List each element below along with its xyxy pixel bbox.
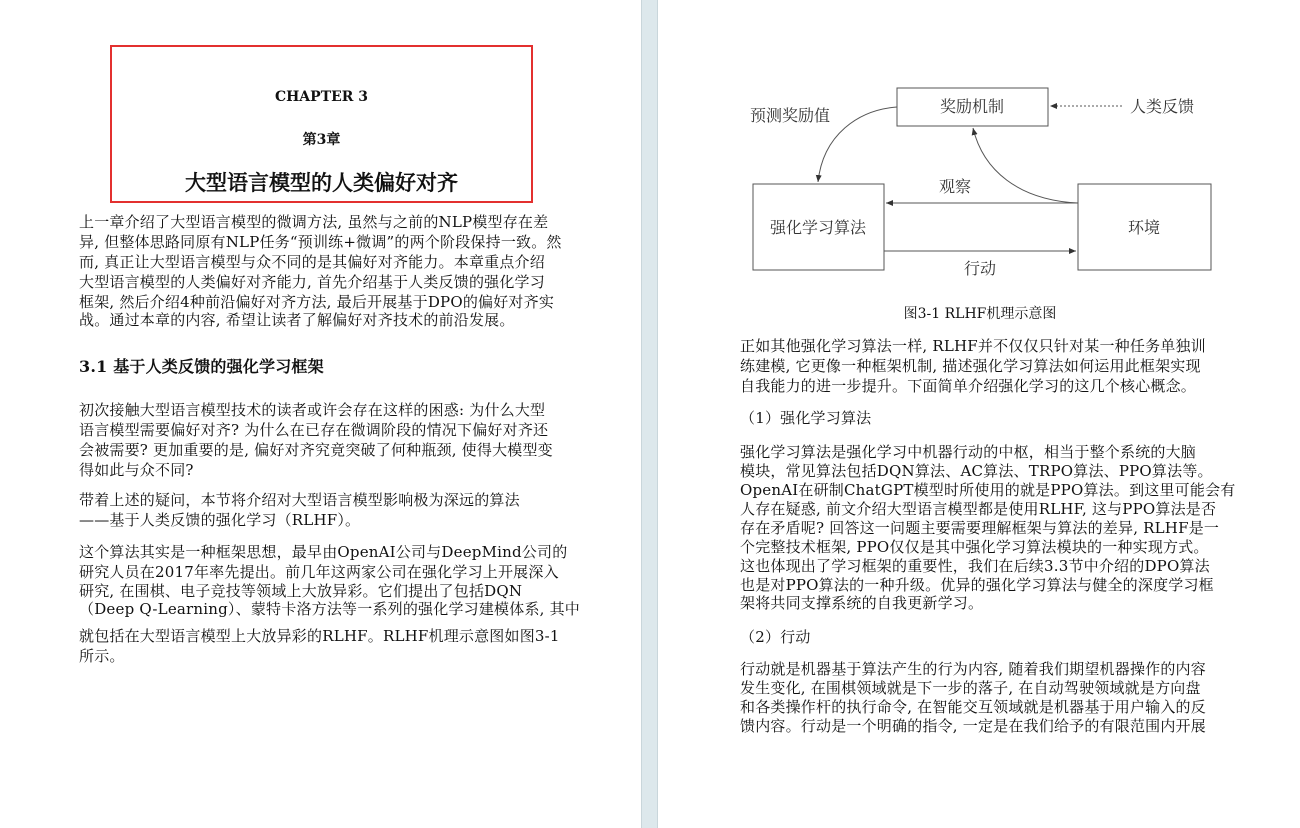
paragraph-line: 就包括在大型语言模型上大放异彩的RLHF。RLHF机理示意图如图3-1 <box>79 627 560 645</box>
reward-box-label: 奖励机制 <box>939 97 1005 116</box>
paragraph-line: 这也体现出了学习框架的重要性，我们在后续3.3节中介绍的DPO算法 <box>740 557 1210 575</box>
right-page <box>658 0 1300 828</box>
action-label: 行动 <box>964 259 997 278</box>
rlhf-diagram <box>658 0 1300 330</box>
env-box-label: 环境 <box>1127 218 1161 237</box>
paragraph-line: 正如其他强化学习算法一样, RLHF并不仅仅只针对某一种任务单独训 <box>740 337 1206 355</box>
human-feedback-label: 人类反馈 <box>1130 97 1195 116</box>
figure-caption: 图3-1 RLHF机理示意图 <box>903 306 1057 322</box>
subheading: （1）强化学习算法 <box>740 409 872 427</box>
chapter-header-highlight <box>110 45 533 203</box>
paragraph-line: 也是对PPO算法的一种升级。优异的强化学习算法与健全的深度学习框 <box>740 576 1214 594</box>
intro-line: 框架, 然后介绍4种前沿偏好对齐方法, 最后开展基于DPO的偏好对齐实 <box>79 293 555 311</box>
paragraph-line: 初次接触大型语言模型技术的读者或许会存在这样的困惑: 为什么大型 <box>79 401 546 419</box>
paragraph-line: 模块，常见算法包括DQN算法、AC算法、TRPO算法、PPO算法等。 <box>740 462 1213 480</box>
observe-label: 观察 <box>939 177 972 196</box>
paragraph-line: 这个算法其实是一种框架思想，最早由OpenAI公司与DeepMind公司的 <box>79 543 568 561</box>
paragraph-line: ——基于人类反馈的强化学习（RLHF）。 <box>79 511 361 529</box>
paragraph-line: 带着上述的疑问，本节将介绍对大型语言模型影响极为深远的算法 <box>79 491 520 509</box>
chapter-number: 第3章 <box>302 132 341 148</box>
section-heading: 3.1 基于人类反馈的强化学习框架 <box>79 357 324 376</box>
paragraph-line: 人存在疑惑, 前文介绍大型语言模型都是使用RLHF, 这与PPO算法是否 <box>740 500 1217 518</box>
env-to-reward-arrow <box>973 128 1078 203</box>
subheading: （2）行动 <box>740 628 811 646</box>
paragraph-line: 自我能力的进一步提升。下面简单介绍强化学习的这几个核心概念。 <box>740 377 1197 395</box>
paragraph-line: 和各类操作杆的执行命令, 在智能交互领域就是机器基于用户输入的反 <box>740 698 1206 716</box>
paragraph-line: 馈内容。行动是一个明确的指令, 一定是在我们给予的有限范围内开展 <box>740 717 1206 735</box>
page-gutter <box>641 0 658 828</box>
intro-line: 而, 真正让大型语言模型与众不同的是其偏好对齐能力。本章重点介绍 <box>79 253 545 271</box>
paragraph-line: （Deep Q-Learning）、蒙特卡洛方法等一系列的强化学习建模体系, 其中 <box>79 600 580 618</box>
intro-line: 上一章介绍了大型语言模型的微调方法, 虽然与之前的NLP模型存在差 <box>79 213 549 231</box>
paragraph-line: 所示。 <box>79 647 125 665</box>
rl-box-label: 强化学习算法 <box>769 218 867 237</box>
paragraph-line: OpenAI在研制ChatGPT模型时所使用的就是PPO算法。到这里可能会有 <box>740 481 1236 499</box>
paragraph-line: 语言模型需要偏好对齐? 为什么在已存在微调阶段的情况下偏好对齐还 <box>79 421 549 439</box>
paragraph-line: 会被需要? 更加重要的是, 偏好对齐究竟突破了何种瓶颈, 使得大模型变 <box>79 441 553 459</box>
intro-line: 异, 但整体思路同原有NLP任务“预训练+微调”的两个阶段保持一致。然 <box>79 233 562 251</box>
left-page <box>0 0 641 828</box>
chapter-label: CHAPTER 3 <box>274 89 369 105</box>
paragraph-line: 个完整技术框架, PPO仅仅是其中强化学习算法模块的一种实现方式。 <box>740 538 1209 556</box>
paragraph-line: 研究, 在围棋、电子竞技等领域上大放异彩。它们提出了包括DQN <box>79 582 523 600</box>
paragraph-line: 发生变化, 在围棋领域就是下一步的落子, 在自动驾驶领域就是方向盘 <box>740 679 1201 697</box>
chapter-title: 大型语言模型的人类偏好对齐 <box>185 170 458 195</box>
intro-line: 战。通过本章的内容, 希望让读者了解偏好对齐技术的前沿发展。 <box>79 311 515 329</box>
paragraph-line: 存在矛盾呢? 回答这一问题主要需要理解框架与算法的差异, RLHF是一 <box>740 519 1220 537</box>
paragraph-line: 研究人员在2017年率先提出。前几年这两家公司在强化学习上开展深入 <box>79 563 559 581</box>
paragraph-line: 练建模, 它更像一种框架机制, 描述强化学习算法如何运用此框架实现 <box>740 357 1201 375</box>
paragraph-line: 得如此与众不同? <box>79 461 194 479</box>
paragraph-line: 强化学习算法是强化学习中机器行动的中枢，相当于整个系统的大脑 <box>740 443 1197 461</box>
intro-line: 大型语言模型的人类偏好对齐能力, 首先介绍基于人类反馈的强化学习 <box>79 273 545 291</box>
predict-reward-label: 预测奖励值 <box>750 106 831 125</box>
paragraph-line: 架将共同支撑系统的自我更新学习。 <box>740 594 984 612</box>
paragraph-line: 行动就是机器基于算法产生的行为内容, 随着我们期望机器操作的内容 <box>740 660 1206 678</box>
